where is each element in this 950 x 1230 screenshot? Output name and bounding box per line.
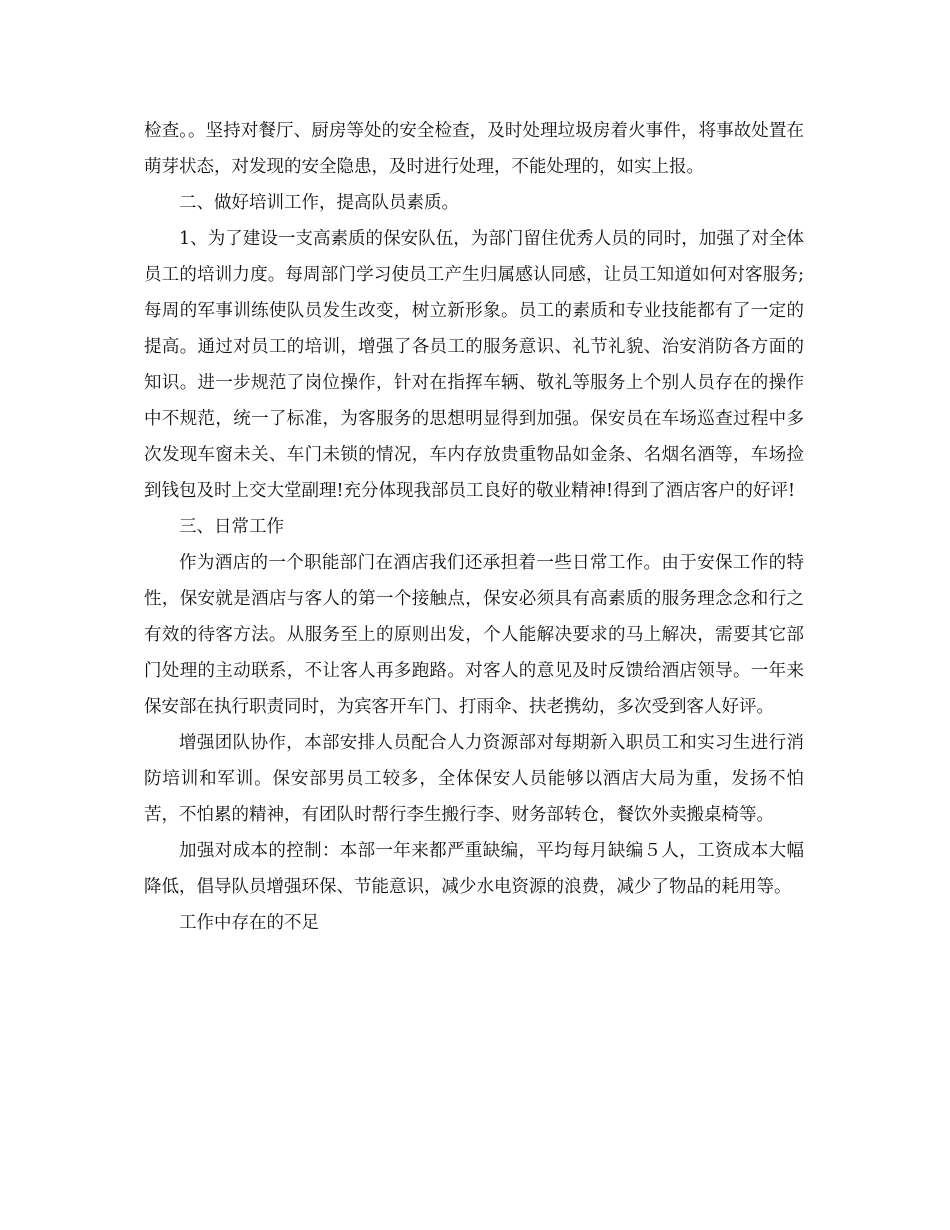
document-body bbox=[144, 113, 804, 941]
section-heading-training: 二、做好培训工作，提高队员素质。 bbox=[179, 193, 459, 213]
paragraph-team-collaboration: 增强团队协作，本部安排人员配合人力资源部对每期新入职员工和实习生进行消防培训和军训。保安部男员工较多，全体保安人员能够以酒店大局为重，发扬不怕苦，不怕累的精神，有团队时帮行李生搬行李、财务部转仓，餐饮外卖搬桌椅等。 bbox=[144, 733, 804, 825]
paragraph-cost-control: 加强对成本的控制：本部一年来都严重缺编，平均每月缺编５人，工资成本大幅降低，倡导队员增强环保、节能意识，减少水电资源的浪费，减少了物品的耗用等。 bbox=[144, 841, 804, 897]
paragraph-safety-inspection: 检查。。坚持对餐厅、厨房等处的安全检查，及时处理垃圾房着火事件，将事故处置在萌芽状态，对发现的安全隐患，及时进行处理，不能处理的，如实上报。 bbox=[144, 121, 804, 177]
paragraph-daily-work: 作为酒店的一个职能部门在酒店我们还承担着一些日常工作。由于安保工作的特性，保安就是酒店与客人的第一个接触点，保安必须具有高素质的服务理念念和行之有效的待客方法。从服务至上的原则出发，个人能解决要求的马上解决，需要其它部门处理的主动联系，不让客人再多跑路。对客人的意见及时反馈给酒店领导。一年来保安部在执行职责同时，为宾客开车门、打雨伞、扶老携幼，多次受到客人好评。 bbox=[144, 553, 804, 717]
section-heading-daily-work: 三、日常工作 bbox=[179, 517, 284, 537]
paragraph-training-details: 1、为了建设一支高素质的保安队伍，为部门留住优秀人员的同时，加强了对全体员工的培训力度。每周部门学习使员工产生归属感认同感，让员工知道如何对客服务;每周的军事训练使队员发生改变，树立新形象。员工的素质和专业技能都有了一定的提高。通过对员工的培训，增强了各员工的服务意识、礼节礼貌、治安消防各方面的知识。进一步规范了岗位操作，针对在指挥车辆、敬礼等服务上个别人员存在的操作中不规范，统一了标准，为客服务的思想明显得到加强。保安员在车场巡查过程中多次发现车窗未关、车门未锁的情况，车内存放贵重物品如金条、名烟名酒等，车场捡到钱包及时上交大堂副理!充分体现我部员工良好的敬业精神!得到了酒店客户的好评! bbox=[144, 229, 804, 501]
section-heading-shortcomings: 工作中存在的不足 bbox=[179, 913, 319, 933]
